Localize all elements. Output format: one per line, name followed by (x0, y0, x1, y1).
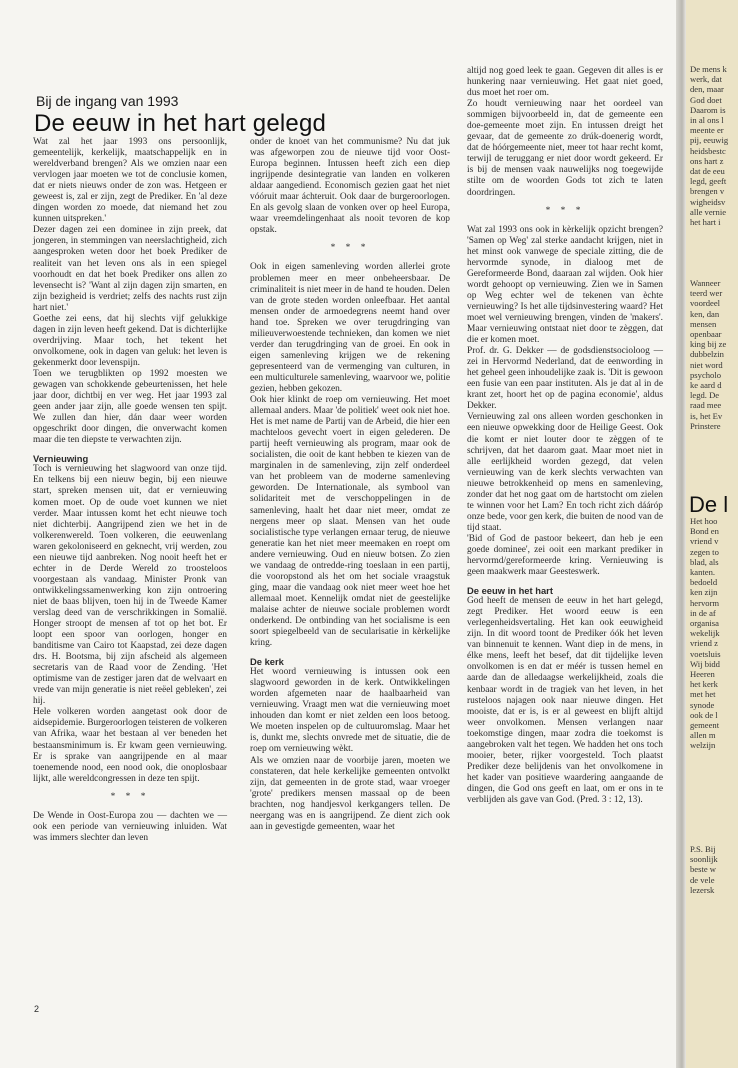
fragment-line: hervorm (690, 597, 720, 608)
paragraph: altijd nog goed leek te gaan. Gegeven dit alles is er hunkering naar vernieuwing. Het gaat niet goed, dus moet het roer om. (467, 66, 663, 99)
fragment-block-3 (690, 516, 742, 751)
subheading: Vernieuwing (33, 453, 89, 465)
fragment-line: mensen (690, 318, 717, 329)
fragment-line: voetsluis (690, 648, 721, 659)
fragment-block-4 (690, 844, 742, 895)
paragraph: Zo houdt vernieuwing naar het oordeel van sommigen bijvoorbeeld in, dat de gemeente een doe-gemeente moet zijn. En intussen dreigt het gevaar, dat de gemeente zo drúk-doenerig wordt, dat de hóórgemeente niet, meer tot haar recht komt, terwijl de teruggang er niet door wordt gekeerd. Er is bij de mensen vaak nauwelijks nog toegewijde stilte om de woorden Gods tot zich te laten doordringen. (467, 99, 663, 198)
article-column-3 (467, 66, 663, 805)
fragment-line: lezersk (690, 884, 715, 895)
fragment-line: welzijn (690, 740, 716, 751)
fragment-line: ke aard d (690, 380, 722, 391)
section-divider: * * * (545, 205, 585, 216)
fragment-line: werk, dat (690, 74, 722, 85)
section-divider: * * * (110, 791, 150, 802)
fragment-line: Prinstere (690, 420, 721, 431)
fragment-block-1 (690, 64, 742, 227)
paragraph: Wat zal 1993 ons ook in kèrkelijk opzicht brengen? 'Samen op Weg' zal sterke aandacht krijgen, niet in het minst ook vanwege de speciale zitting, die de hervormde synode, in dialoog met de Gereformeerde Bond, daaraan zal wijden. Ook hier wordt gehoopt op vernieuwing. Zien we in Samen op Weg echter wel de tekenen van èchte vernieuwing? Is het alle tijdsinvestering waard? Het moet wel vernieuwing brengen, vinden de 'makers'. Maar vernieuwing ontstaat niet door te zèggen, dat die er komen moet. (467, 224, 663, 346)
subheading: De eeuw in het hart (467, 585, 553, 597)
fragment-line: gemeent (690, 720, 720, 731)
paragraph: Toen we terugblikten op 1992 moesten we gewagen van schokkende gebeurtenissen, het hele jaar door, dichtbij en ver weg. Het jaar 1993 zal geen ander jaar zijn, alle goede wensen ten spijt. We zullen dan hier, dán daar weer worden opgeschrikt door dingen, die onverwacht komen maar die ten diepste te verwachten zijn. (33, 368, 227, 446)
fragment-line: alle vernie (690, 206, 727, 217)
fragment-line: zegen to (690, 546, 719, 557)
paragraph: God heeft de mensen de eeuw in het hart gelegd, zegt Prediker. Het woord eeuw is een verlegenheidsvertaling. Het kan ook eeuwigheid zijn. In dit woord toont de Prediker óók het leven van binnenuit te kennen. Want diep in de mens, in élke mens, leeft het besef, dat dit tijdelijke leven onvolkomen is en dat er méér is tussen hemel en aarde dan de alledaagse werkelijkheid, zoals die kenbaar wordt in de tragiek van het leven, in het rusteloos najagen ook naar nieuwe dingen. Het mooiste, dat er is, is er al geweest en blijft altijd weer onvolkomen. Mensen verlangen naar toekomstige dingen, maar zodra die toekomst is aangebroken valt het tegen. We hadden het ons toch mooier, beter, rijker voorgesteld. Toch plaatst Prediker deze belijdenis van het onvolkomene in het kader van positieve waardering aangaande de dingen, die God ons geeft en laat, om er ons in te verblijden als gave van God. (Pred. 3 : 12, 13). (467, 596, 663, 805)
fragment-line: king bij ze (690, 339, 727, 350)
fragment-line: meente er (690, 125, 724, 136)
fragment-line: openbaar (690, 329, 722, 340)
article-column-1 (33, 137, 227, 843)
fragment-line: Heeren (690, 669, 715, 680)
fragment-line: brengen v (690, 186, 725, 197)
subheading: De kerk (250, 656, 284, 668)
paragraph: Ook hier klinkt de roep om vernieuwing. Het moet allemaal anders. Maar 'de politiek' weet ook niet hoe. Het is met name de Partij van de Arbeid, die hier een machteloos gevecht voert in eigen gelederen. De partij heeft vernieuwing als program, maar ook de socialisten, die ooit de kant hebben te kiezen van de marginalen in de samenleving, zijn zelf onderdeel van het probleem van de moderne samenleving geworden. De Internationale, als symbool van solidariteit met de verschoppelingen in de samenleving, haalt het daar niet meer, omdat ze nergens meer op slaat. Mensen van het oude socialistische type verlangen ernaar terug, de nieuwe generatie kan het niet meer meemaken en roept om andere vernieuwing. Oud en nieuw botsen. Zo zien we vandaag de ontredde-ring toeslaan in een partij, die vooropstond als het om het sociale vraagstuk ging, maar die vandaag ook niet meer weet hoe het allemaal moet. Kennelijk omdat niet de geestelijke malaise achter de nieuwe sociale problemen wordt onderkend. De ontbinding van het socialisme is een soort spiegelbeeld van de secularisatie in kèrkelijke kring. (250, 395, 450, 649)
fragment-line: vriend v (690, 536, 719, 547)
fragment-line: ook de l (690, 709, 718, 720)
fragment-line: het kerk (690, 679, 718, 690)
fragment-line: Het hoo (690, 516, 718, 526)
fragment-line: Wij bidd (690, 658, 720, 669)
paragraph: Dezer dagen zei een dominee in zijn preek, dat jongeren, in stemmingen van neerslachtigheid, zich aangesproken weten door het boek Prediker de realiteit van het leven ons als in een spiegel voorhoudt en dat het boek Prediker ons allen zo levensecht is? 'Want al zijn dagen zijn smarten, en zijn bezigheid is verdriet; zelfs des nachts rust zijn hart niet.' (33, 225, 227, 313)
article-headline: De eeuw in het hart gelegd (34, 110, 327, 137)
fragment-line: psycholo (690, 369, 722, 380)
fragment-line: niet word (690, 359, 723, 370)
fragment-line: heidsbestc (690, 145, 726, 156)
right-page-fragment (686, 0, 738, 1068)
paragraph: Prof. dr. G. Dekker — de godsdienstsocioloog — zei in Hervormd Nederland, dat de eenwording in het geheel geen inhoudelijke zaak is. 'Dit is gewoon een fusie van een paar instituten. Als je dat al in de krant zet, hoort het op de pagina economie', aldus Dekker. (467, 346, 663, 412)
fragment-line: legd, geeft (690, 176, 727, 187)
fragment-line: ons hart z (690, 155, 724, 166)
fragment-line: den, maar (690, 84, 724, 95)
fragment-line: pij, eeuwig (690, 135, 729, 146)
fragment-line: ken zijn (690, 587, 718, 598)
fragment-line: P.S. Bij (690, 844, 716, 854)
paragraph: 'Bid of God de pastoor bekeert, dan heb je een goede dominee', zei ooit een markant prediker in hervormd/gereformeerde kring. Vernieuwing is geen maakwerk maar Geesteswerk. (467, 533, 663, 578)
article-kicker: Bij de ingang van 1993 (36, 93, 179, 109)
fragment-line: Bond en (690, 526, 719, 537)
fragment-line: Wanneer (690, 278, 721, 288)
fragment-line: God doet (690, 94, 722, 105)
fragment-line: synode (690, 699, 715, 710)
fragment-line: is, het Ev (690, 410, 723, 421)
fragment-line: voordeel (690, 298, 721, 309)
paragraph: Hele volkeren worden aangetast ook door de aidsepidemie. Burgeroorlogen teisteren de volkeren van Afrika, waar het bestaan al ver beneden het bestaansminimum is. Er kwam geen vernieuwing. Er is sprake van aangrijpende en al maar toenemende nood, een nood ook, die onoplosbaar lijkt, alle wereldcongressen in deze ten spijt. (33, 707, 227, 784)
fragment-line: blad, als (690, 556, 719, 567)
section-divider: * * * (330, 243, 370, 254)
fragment-line: in al ons l (690, 115, 724, 126)
fragment-line: soonlijk (690, 854, 718, 865)
fragment-line: allen m (690, 730, 716, 741)
fragment-line: teerd wer (690, 288, 723, 299)
paragraph: Wat zal het jaar 1993 ons persoonlijk, gemeentelijk, kerkelijk, maatschappelijk en in wereldverband brengen? Als we omzien naar een vervlogen jaar moeten we tot de conclusie komen, dat er niets nieuws onder de zon was. Hetgeen er geweest is, zal er zijn, zegt de Prediker. En 'al deze dingen worden zo moede, dat niemand het zou kunnen uitspreken.' (33, 137, 227, 225)
paragraph: onder de knoet van het communisme? Nu dat juk was afgeworpen zou de nieuwe tijd voor Oost-Europa beginnen. Intussen heeft zich een diep ingrijpende desintegratie van landen en volkeren aldaar aangediend. Economisch gezien gaat het niet vóóruit maar áchteruit. Ook daar de burgeroorlogen. En als gevolg slaan de vonken over op heel Europa, waar vreemdelingenhaat als nooit tevoren de kop opstak. (250, 137, 450, 236)
fragment-line: beste w (690, 864, 717, 875)
article-column-2 (250, 137, 450, 832)
paragraph: Als we omzien naar de voorbije jaren, moeten we constateren, dat hele kerkelijke gemeenten ontvolkt zijn, dat gemeenten in de grote stad, waar vroeger 'grote' predikers mensen massaal op de been brachten, nog handjesvol kerkgangers tellen. De neergang was en is aangrijpend. Ze dient zich ook aan in gevestigde gemeenten, waar het (250, 755, 450, 832)
fragment-block-2 (690, 278, 742, 431)
page-number: 2 (34, 1004, 40, 1014)
fragment-line: wigheidsv (690, 196, 726, 207)
next-headline-fragment: De l (689, 492, 729, 517)
paragraph: Vernieuwing zal ons alleen worden geschonken in een nieuwe opwekking door de Heilige Geest. Ook die komt er niet louter door te zèggen of te schrijven, dat het daarom gaat. Maar moet niet in alle eerlijkheid worden gezegd, dat velen vernieuwing van de kerk slechts verwachten van nieuwe betrokkenheid op mens en samenleving, zonder dat het nog gaat om de hartstocht om zielen te winnen voor het Lam? En toch richt zich dááróp onze bede, voor gen kerk, die buiten de nood van de tijd staat. (467, 412, 663, 533)
paragraph: Ook in eigen samenleving worden allerlei grote problemen meer en meer onbeheersbaar. De criminaliteit is niet meer in de hand te houden. Delen van de grote steden worden onleefbaar. Het aantal mensen onder de armoedegrens neemt hand over hand toe. Spreken we over terugdringing van milieuverwoestende technieken, dan komen we niet verder dan terugdringing van de groei. En ook in eigen samenleving krijgen we de rekening gepresenteerd van de vermenging van culturen, in een multiculturele samenleving, waarvoor we, politie gezien, hebben gekozen. (250, 262, 450, 394)
fragment-line: met het (690, 689, 716, 700)
book-gutter (676, 0, 686, 1068)
fragment-line: kanten. (690, 567, 716, 578)
paragraph: De Wende in Oost-Europa zou — dachten we — ook een periode van vernieuwing inluiden. Wat was immers slechter dan leven (33, 810, 227, 843)
fragment-line: wekelijk (690, 628, 720, 639)
fragment-line: dat de eeu (690, 166, 725, 177)
paragraph: Toch is vernieuwing het slagwoord van onze tijd. En telkens bij een nieuw begin, bij een nieuwe start, spreken mensen uit, dat er vernieuwing komen moet. Op de oude voet kunnen we niet verder. Maar intussen komt het echt nieuwe toch niet dichterbij. Aangrijpend zien we het in de volkerenwereld. Toen volkeren, die eeuwenlang waren gekoloniseerd en geknecht, vrij werden, zou een nieuwe tijd aanbreken. Nog nooit heeft het er echter in de Derde Wereld zo troosteloos voorgestaan als vandaag. Minister Pronk van ontwikkelingssamenwerking kon zijn ontroering niet de baas blijven, toen hij in de Tweede Kamer verslag deed van de verschrikkingen in Somalië. Honger stroopt de mensen af tot op het bot. Er loopt een spoor van oorlogen, honger en banditisme van Cairo tot Kaapstad, zei deze dagen drs. H. Bootsma, bij zijn afscheid als algemeen secretaris van de Raad voor de Zending. 'Het optimisme van de zestiger jaren dat de welvaart en vrede van mijn generatie is niet reëel gebleken', zei hij. (33, 464, 227, 707)
fragment-line: de vele (690, 874, 715, 885)
fragment-line: ken, dan (690, 308, 720, 319)
fragment-line: Daarom is (690, 104, 726, 115)
fragment-line: het hart i (690, 217, 721, 228)
fragment-line: bedoeld (690, 577, 718, 588)
fragment-line: raad mee (690, 400, 722, 411)
fragment-line: in de af (690, 607, 716, 618)
paragraph: Het woord vernieuwing is intussen ook een slagwoord geworden in de kerk. Ontwikkelingen worden afgemeten naar de haalbaarheid van vernieuwing. Vraagt men wat die vernieuwing moet inhouden dan komt er niet zelden een loos betoog. We moeten inspelen op de cultuuromslag. Maar het is, dunkt me, slechts onvrede met de situatie, die de roep om vernieuwing wèkt. (250, 667, 450, 755)
fragment-line: vriend z (690, 638, 718, 649)
fragment-line: De mens k (690, 64, 727, 74)
fragment-line: legd. De (690, 390, 720, 401)
paragraph: Goethe zei eens, dat hij slechts vijf gelukkige dagen in zijn leven heeft gekend. Dat is dichterlijke overdrijving. Maar toch, het tekent het onvolkomene, ook in dagen van geluk: het leven is gekenmerkt door levenspijn. (33, 313, 227, 368)
fragment-line: organisa (690, 618, 719, 629)
fragment-line: dubbelzin (690, 349, 724, 360)
